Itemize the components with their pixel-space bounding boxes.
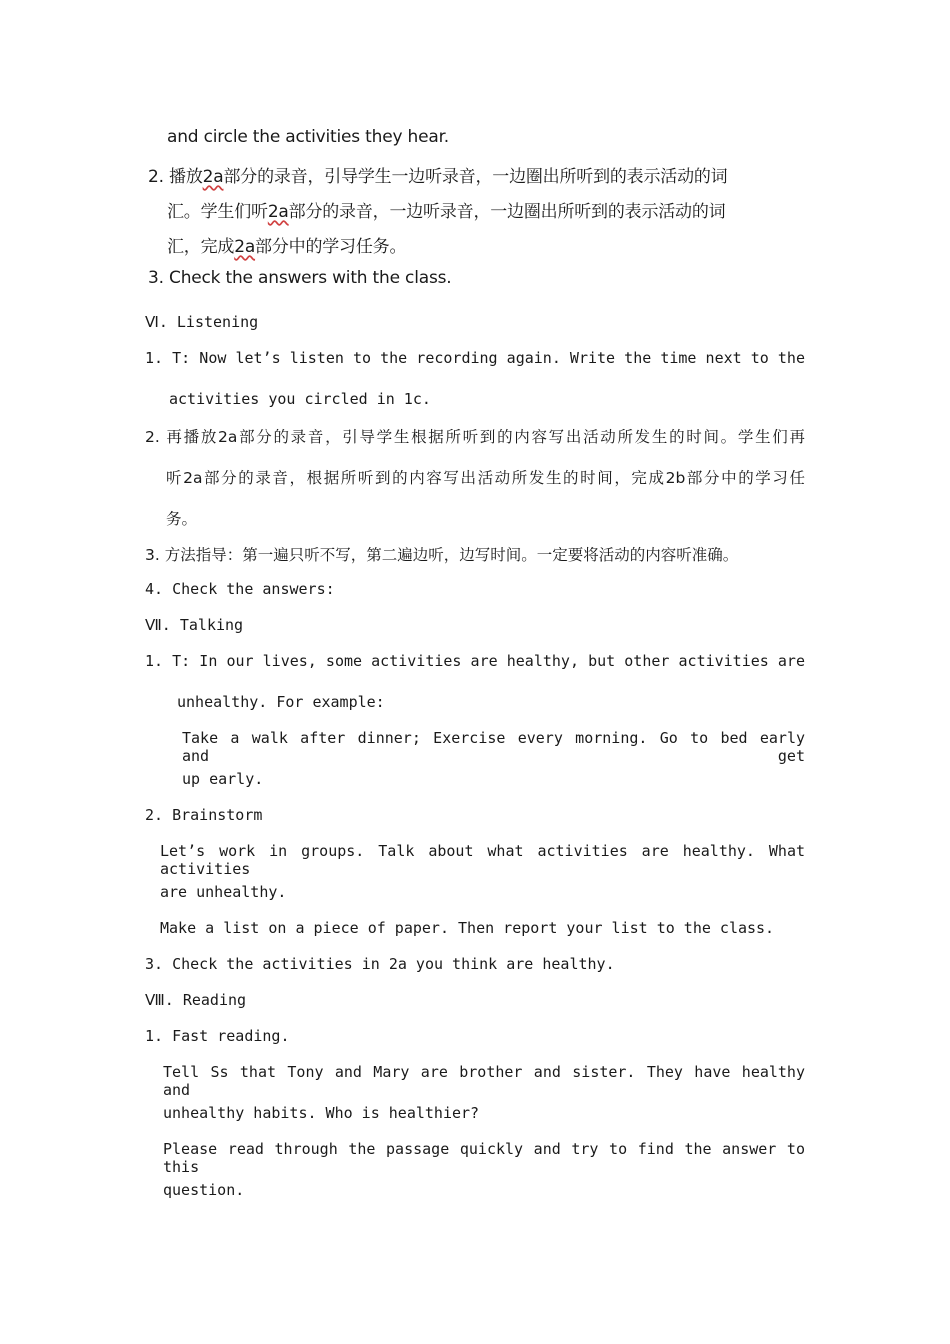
reading-item-1-line-3: Please read through the passage quickly and try to find the answer to this	[163, 1140, 805, 1176]
text-fragment: 汇，完成	[167, 237, 235, 257]
talking-item-1-line-2: unhealthy. For example:	[177, 693, 385, 711]
talking-item-1-line-3: Take a walk after dinner; Exercise every morning. Go to bed early and get	[182, 729, 805, 765]
talking-item-3: 3. Check the activities in 2a you think are healthy.	[145, 955, 615, 973]
talking-item-2-line-2: are unhealthy.	[160, 883, 287, 901]
talking-item-2-line-3: Make a list on a piece of paper. Then report your list to the class.	[160, 919, 775, 937]
talking-item-1-line-1: 1. T: In our lives, some activities are healthy, but other activities are	[145, 652, 805, 670]
reading-item-1: 1. Fast reading.	[145, 1027, 290, 1045]
text-fragment: 2. 播放	[148, 167, 203, 187]
reading-item-1-line-1: Tell Ss that Tony and Mary are brother and sister. They have healthy and	[163, 1063, 805, 1099]
text-fragment: 部分的录音，引导学生一边听录音，一边圈出所听到的表示活动的词	[223, 167, 728, 187]
reading-item-1-line-2: unhealthy habits. Who is healthier?	[163, 1104, 480, 1122]
top-item-2-line-1	[148, 162, 727, 187]
top-item-3: 3. Check the answers with the class.	[148, 268, 452, 288]
listening-item-4: 4. Check the answers:	[145, 580, 335, 598]
top-item-2-line-3	[167, 232, 406, 257]
marked-term: 2a	[202, 167, 224, 187]
text-fragment: 部分中的学习任务。	[255, 237, 407, 257]
listening-item-2-line-3: 务。	[166, 510, 198, 528]
section-heading-talking: Ⅶ. Talking	[145, 616, 244, 634]
listening-item-1-line-2: activities you circled in 1c.	[169, 390, 431, 408]
listening-item-3: 3. 方法指导：第一遍只听不写，第二遍边听，边写时间。一定要将活动的内容听准确。	[145, 546, 739, 564]
section-heading-listening: Ⅵ. Listening	[145, 313, 259, 331]
continuation-line: and circle the activities they hear.	[167, 127, 449, 147]
marked-term: 2a	[234, 237, 256, 257]
listening-item-2-line-2: 听2a部分的录音，根据所听到的内容写出活动所发生的时间，完成2b部分中的学习任	[166, 469, 805, 487]
listening-item-1-line-1: 1. T: Now let’s listen to the recording again. Write the time next to the	[145, 349, 805, 367]
listening-item-2-line-1: 2. 再播放2a部分的录音，引导学生根据所听到的内容写出活动所发生的时间。学生们再	[145, 428, 805, 446]
talking-item-2: 2. Brainstorm	[145, 806, 263, 824]
section-heading-reading: Ⅷ. Reading	[145, 991, 247, 1009]
marked-term: 2a	[267, 202, 289, 222]
reading-item-1-line-4: question.	[163, 1181, 245, 1199]
text-fragment: 汇。学生们听	[167, 202, 268, 222]
talking-item-1-line-4: up early.	[182, 770, 264, 788]
talking-item-2-line-1: Let’s work in groups. Talk about what activities are healthy. What activities	[160, 842, 805, 878]
text-fragment: 部分的录音，一边听录音，一边圈出所听到的表示活动的词	[288, 202, 726, 222]
top-item-2-line-2	[167, 197, 725, 222]
